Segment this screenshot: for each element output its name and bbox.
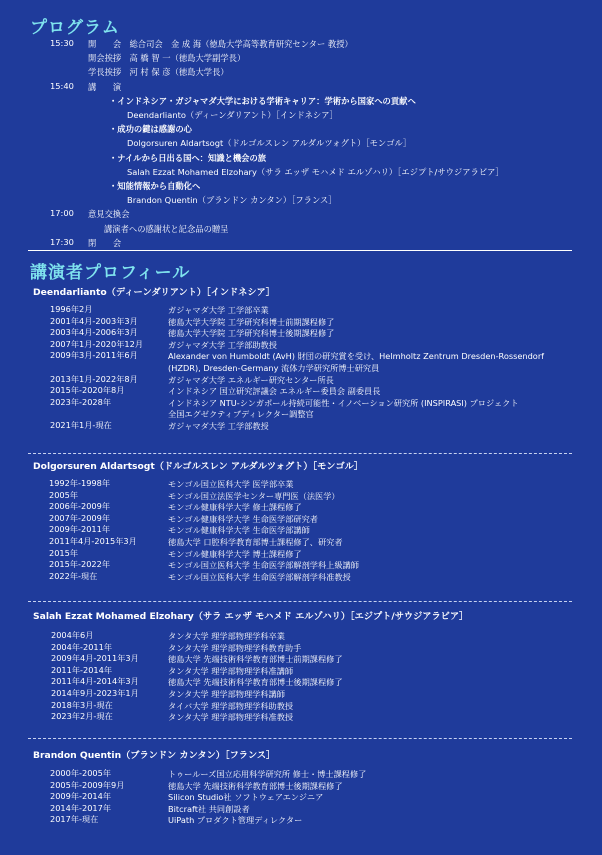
program-talk-title: ・知能情報から自動化へ (109, 181, 201, 191)
career-description: モンゴル国立医科大学 生命医学部解剖学科上級講師 (168, 560, 359, 571)
career-description: 全国エグゼクティブディレクター調整官 (168, 409, 314, 420)
career-date: 2007年-2009年 (49, 512, 111, 523)
program-item: 開 会 総合司会 金 成 海（徳島大学高等教育研究センター 教授） (88, 39, 353, 49)
career-description: 徳島大学 先端技術科学教育部博士前期課程修了 (168, 654, 343, 665)
career-date: 2011年4月-2015年3月 (49, 536, 137, 546)
career-description: ガジャマダ大学 工学部教授 (168, 421, 269, 431)
career-date: 2009年-2011年 (49, 524, 111, 535)
career-date: 2021年1月-現在 (50, 420, 112, 430)
career-description: Silicon Studio社 ソフトウェアエンジニア (168, 792, 324, 803)
program-item: 講 演 (88, 81, 122, 92)
speaker-name: Salah Ezzat Mohamed Elzohary（サラ エッザ モハメド エルゾハリ）［エジプト/サウジアラビア］ (33, 611, 469, 622)
career-description: 徳島大学大学院 工学研究科博士前期課程修了 (168, 316, 335, 327)
career-date: 2022年-現在 (49, 570, 98, 581)
career-date: 1992年-1998年 (49, 478, 111, 488)
profiles-title: 講演者プロフィール (30, 263, 191, 283)
speaker-name: Brandon Quentin（ブランドン カンタン）［フランス］ (33, 750, 276, 761)
program-title: プログラム (30, 18, 120, 38)
career-date: 2013年1月-2022年8月 (50, 373, 138, 384)
speaker-name: Deendarlianto（ディーンダリアント）［インドネシア］ (33, 287, 275, 298)
career-date: 2015年-2022年 (49, 559, 111, 570)
career-description: モンゴル健康科学大学 修士課程修了 (168, 502, 302, 513)
profile-divider (28, 453, 572, 454)
career-date: 2015年 (49, 547, 79, 558)
career-date: 2005年-2009年9月 (50, 779, 125, 790)
career-description: 徳島大学 口腔科学教育部博士課程修了、研究者 (168, 537, 343, 547)
career-description: モンゴル国立法医学センター専門医（法医学） (168, 490, 340, 501)
career-date: 2011年-2014年 (51, 664, 113, 675)
career-description: Bitcraft社 共同創設者 (168, 803, 250, 814)
career-date: 2014年-2017年 (50, 802, 112, 813)
program-time: 15:40 (50, 80, 74, 91)
career-date: 2011年4月-2014年3月 (51, 676, 139, 687)
career-description: モンゴル健康科学大学 博士課程修了 (168, 548, 302, 559)
career-description: Alexander von Humboldt (AvH) 財団の研究賞を受け、Helmholtz Zentrum Dresden-Rossendorf (168, 351, 545, 362)
career-date: 2006年-2009年 (49, 501, 111, 512)
program-time: 17:00 (50, 208, 74, 219)
program-time: 15:30 (50, 38, 74, 48)
career-description: モンゴル国立医科大学 生命医学部解剖学科准教授 (168, 571, 351, 582)
career-date: 2018年3月-現在 (51, 699, 113, 710)
career-date: 2007年1月-2020年12月 (50, 338, 144, 349)
career-description: タンタ大学 理学部物理学科講師 (168, 689, 285, 699)
career-description: 徳島大学 先端技術科学教育部博士後期課程修了 (168, 780, 343, 791)
career-description: UiPath プロダクト管理ディレクター (168, 815, 303, 826)
program-item: Brandon Quentin（ブランドン カンタン）［フランス］ (127, 195, 337, 206)
program-item: 講演者への感謝状と記念品の贈呈 (104, 223, 229, 234)
program-item: 意見交換会 (88, 209, 130, 220)
career-description: モンゴル国立医科大学 医学部卒業 (168, 479, 294, 489)
profile-divider (28, 601, 572, 602)
profile-divider (28, 738, 572, 739)
career-date: 2004年-2011年 (51, 641, 113, 652)
career-description: インドネシア 国立研究評議会 エネルギー委員会 副委員長 (168, 386, 381, 397)
program-item: Dolgorsuren Aldartsogt（ドルゴルスレン アルダルツォグト）［モンゴル］ (127, 138, 412, 149)
career-description: タンタ大学 理学部物理学科教育助手 (168, 642, 302, 653)
career-date: 2001年4月-2003年3月 (50, 315, 138, 326)
program-talk-title: ・成功の鍵は感謝の心 (109, 124, 192, 135)
career-date: 2015年-2020年8月 (50, 385, 125, 396)
career-date: 2005年 (49, 489, 79, 500)
career-description: 徳島大学 先端技術科学教育部博士後期課程修了 (168, 677, 343, 688)
career-description: タイバ大学 理学部物理学科助教授 (168, 700, 294, 711)
career-description: 徳島大学大学院 工学研究科博士後期課程修了 (168, 328, 335, 339)
career-description: ガジャマダ大学 工学部卒業 (168, 305, 269, 315)
career-date: 2023年2月-現在 (51, 711, 113, 722)
program-time: 17:30 (50, 236, 74, 247)
program-item: Salah Ezzat Mohamed Elzohary（サラ エッザ モハメド エルゾハリ）［エジプト/サウジアラビア］ (127, 166, 504, 177)
career-description: タンタ大学 理学部物理学科准講師 (168, 665, 294, 676)
career-date: 2004年6月 (51, 630, 94, 640)
program-item: 開会挨拶 高 橋 智 一（徳島大学副学長） (88, 53, 246, 64)
career-description: ガジャマダ大学 工学部助教授 (168, 339, 277, 350)
career-description: モンゴル健康科学大学 生命医学部講師 (168, 525, 310, 536)
program-item: Deendarlianto（ディーンダリアント）［インドネシア］ (127, 110, 338, 120)
speaker-name: Dolgorsuren Aldartsogt（ドルゴルスレン アルダルツォグト）［モンゴル］ (33, 461, 364, 472)
career-date: 2000年-2005年 (50, 768, 112, 778)
career-description: (HZDR), Dresden-Germany 流体力学研究所博士研究員 (168, 363, 380, 373)
career-description: トゥールーズ国立応用科学研究所 修士・博士課程修了 (168, 769, 367, 779)
career-date: 1996年2月 (50, 304, 93, 314)
career-date: 2023年-2028年 (50, 396, 112, 407)
program-item: 学長挨拶 河 村 保 彦（徳島大学長） (88, 67, 229, 78)
career-date: 2009年4月-2011年3月 (51, 653, 139, 664)
career-description: モンゴル健康科学大学 生命医学部研究者 (168, 513, 318, 524)
program-item: 閉 会 (88, 237, 122, 248)
career-description: タンタ大学 理学部物理学科准教授 (168, 712, 294, 723)
career-description: タンタ大学 理学部物理学科卒業 (168, 631, 285, 641)
career-date: 2003年4月-2006年3月 (50, 327, 138, 338)
career-description: ガジャマダ大学 エネルギー研究センター所長 (168, 374, 334, 385)
program-talk-title: ・ナイルから日出る国へ：知識と機会の旅 (109, 152, 267, 163)
career-description: インドネシア NTU-シンガポール持続可能性・イノベーション研究所 (INSPIRASI) プロジェクト (168, 397, 519, 408)
career-date: 2017年-現在 (50, 814, 99, 825)
career-date: 2014年9月-2023年1月 (51, 688, 139, 698)
career-date: 2009年3月-2011年6月 (50, 350, 138, 361)
section-divider (28, 250, 572, 251)
program-talk-title: ・インドネシア・ガジャマダ大学における学術キャリア：学術から国家への貢献へ (109, 95, 416, 106)
career-date: 2009年-2014年 (50, 791, 112, 802)
